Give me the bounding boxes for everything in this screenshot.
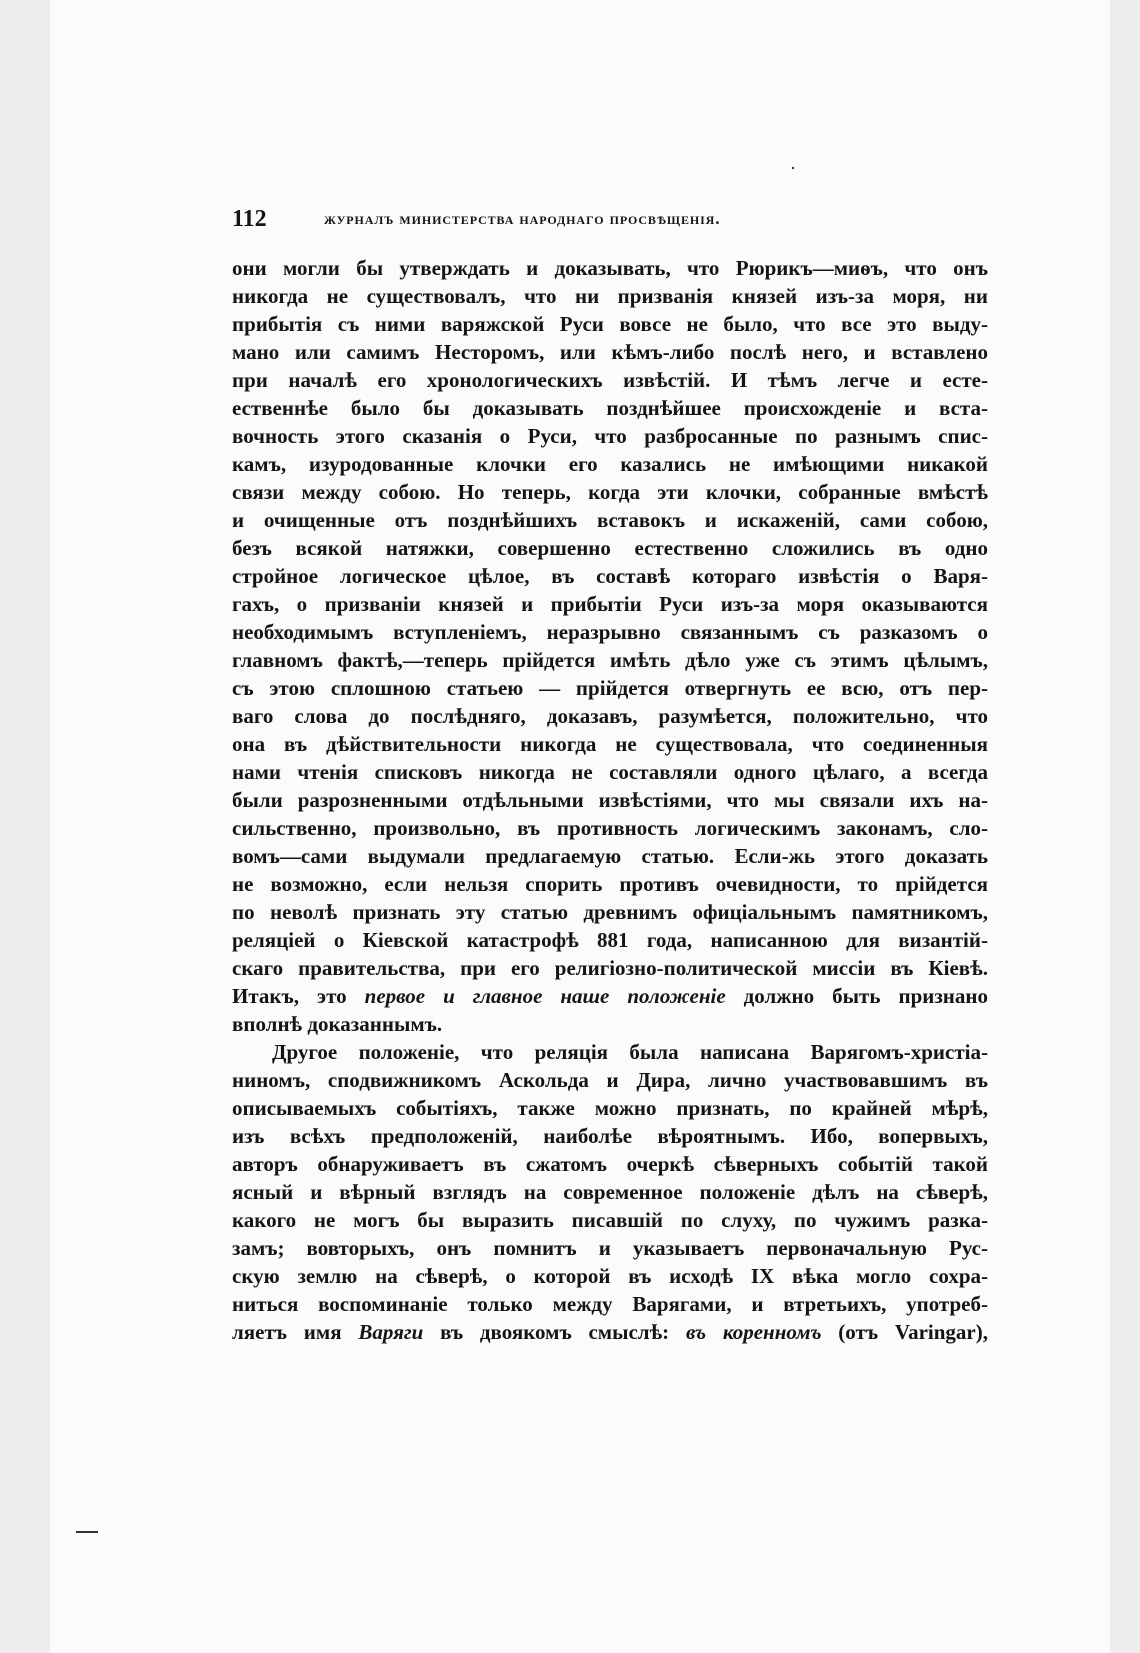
print-speck [792,167,794,169]
emphasis-text: въ коренномъ [685,1320,822,1344]
text-line: безъ всякой натяжки, совершенно естественно сложились въ одно [232,536,988,560]
text-line: необходимымъ вступленіемъ, неразрывно связаннымъ съ разказомъ о [232,620,988,644]
text-line: описываемыхъ событіяхъ, также можно признать, по крайней мѣрѣ, [232,1096,988,1120]
text-line: прибытія съ ними варяжской Руси вовсе не было, что все это выду- [232,312,988,336]
text-line: реляціей о Кіевской катастрофѣ 881 года, написанною для византій- [232,928,988,952]
text-line: авторъ обнаруживаетъ въ сжатомъ очеркѣ сѣверныхъ событій такой [232,1152,988,1176]
text-line: гахъ, о призваніи князей и прибытіи Руси изъ-за моря оказываются [232,592,988,616]
emphasis-text: первое и главное наше положеніе [364,984,726,1008]
text-line: ваго слова до послѣдняго, доказавъ, разумѣется, положительно, что [232,704,988,728]
text-line: нами чтенія списковъ никогда не составляли одного цѣлаго, а всегда [232,760,988,784]
text-line: главномъ фактѣ,—теперь прійдется имѣть дѣло уже съ этимъ цѣлымъ, [232,648,988,672]
running-head: журналъ министерства народнаго просвѣщенія. [324,209,721,228]
text-line: были разрозненными отдѣльными извѣстіями, что мы связали ихъ на- [232,788,988,812]
book-page [50,0,1110,1653]
text-line: никогда не существовалъ, что ни призванія князей изъ-за моря, ни [232,284,988,308]
paragraph-start-line: Другое положеніе, что реляція была написана Варягомъ-христіа- [272,1040,988,1064]
margin-mark [76,1531,98,1533]
text-line: мано или самимъ Несторомъ, или кѣмъ-либо послѣ него, и вставлено [232,340,988,364]
text-line: сильственно, произвольно, въ противность логическимъ законамъ, сло- [232,816,988,840]
text-line: они могли бы утверждать и доказывать, что Рюрикъ—миѳъ, что онъ [232,256,988,280]
text-line: камъ, изуродованные клочки его казались не имѣющими никакой [232,452,988,476]
text-line: ясный и вѣрный взглядъ на современное положеніе дѣлъ на сѣверѣ, [232,1180,988,1204]
text-run: въ двоякомъ смыслѣ: [423,1320,686,1344]
text-line: она въ дѣйствительности никогда не существовала, что соединенныя [232,732,988,756]
text-line: изъ всѣхъ предположеній, наиболѣе вѣроятнымъ. Ибо, вопервыхъ, [232,1124,988,1148]
text-line: связи между собою. Но теперь, когда эти клочки, собранные вмѣстѣ [232,480,988,504]
text-line: скую землю на сѣверѣ, о которой въ исходѣ IX вѣка могло сохра- [232,1264,988,1288]
text-line: скаго правительства, при его религіозно-политической миссіи въ Кіевѣ. [232,956,988,980]
text-line: съ этою сплошною статьею — прійдется отвергнуть ее всю, отъ пер- [232,676,988,700]
emphasis-text: Варяги [358,1320,424,1344]
text-line [232,1318,988,1346]
text-line: по неволѣ признать эту статью древнимъ офиціальнымъ памятникомъ, [232,900,988,924]
text-line: при началѣ его хронологическихъ извѣстій. И тѣмъ легче и есте- [232,368,988,392]
text-run: должно быть признано [725,984,988,1008]
text-line: замъ; вовторыхъ, онъ помнитъ и указываетъ первоначальную Рус- [232,1236,988,1260]
page-number: 112 [232,206,267,232]
text-line: ественнѣе было бы доказывать позднѣйшее происхожденіе и вста- [232,396,988,420]
text-line: и очищенные отъ позднѣйшихъ вставокъ и искаженій, сами собою, [232,508,988,532]
text-line: не возможно, если нельзя спорить противъ очевидности, то прійдется [232,872,988,896]
page-header [232,204,1032,234]
text-run: (отъ Varingar), [821,1320,988,1344]
text-run: Итакъ, это [232,984,365,1008]
text-line: вомъ—сами выдумали предлагаемую статью. Если-жь этого доказать [232,844,988,868]
text-line: стройное логическое цѣлое, въ составѣ котораго извѣстія о Варя- [232,564,988,588]
text-line: ниться воспоминаніе только между Варягами, и втретьихъ, употреб- [232,1292,988,1316]
text-line [232,982,988,1010]
body-text [232,254,988,1346]
text-line: какого не могъ бы выразить писавшій по слуху, по чужимъ разка- [232,1208,988,1232]
text-run: ляетъ имя [232,1320,359,1344]
paragraph-end-line: вполнѣ доказаннымъ. [232,1012,443,1036]
text-line: вочность этого сказанія о Руси, что разбросанные по разнымъ спис- [232,424,988,448]
text-line: ниномъ, сподвижникомъ Аскольда и Дира, лично участвовавшимъ въ [232,1068,988,1092]
